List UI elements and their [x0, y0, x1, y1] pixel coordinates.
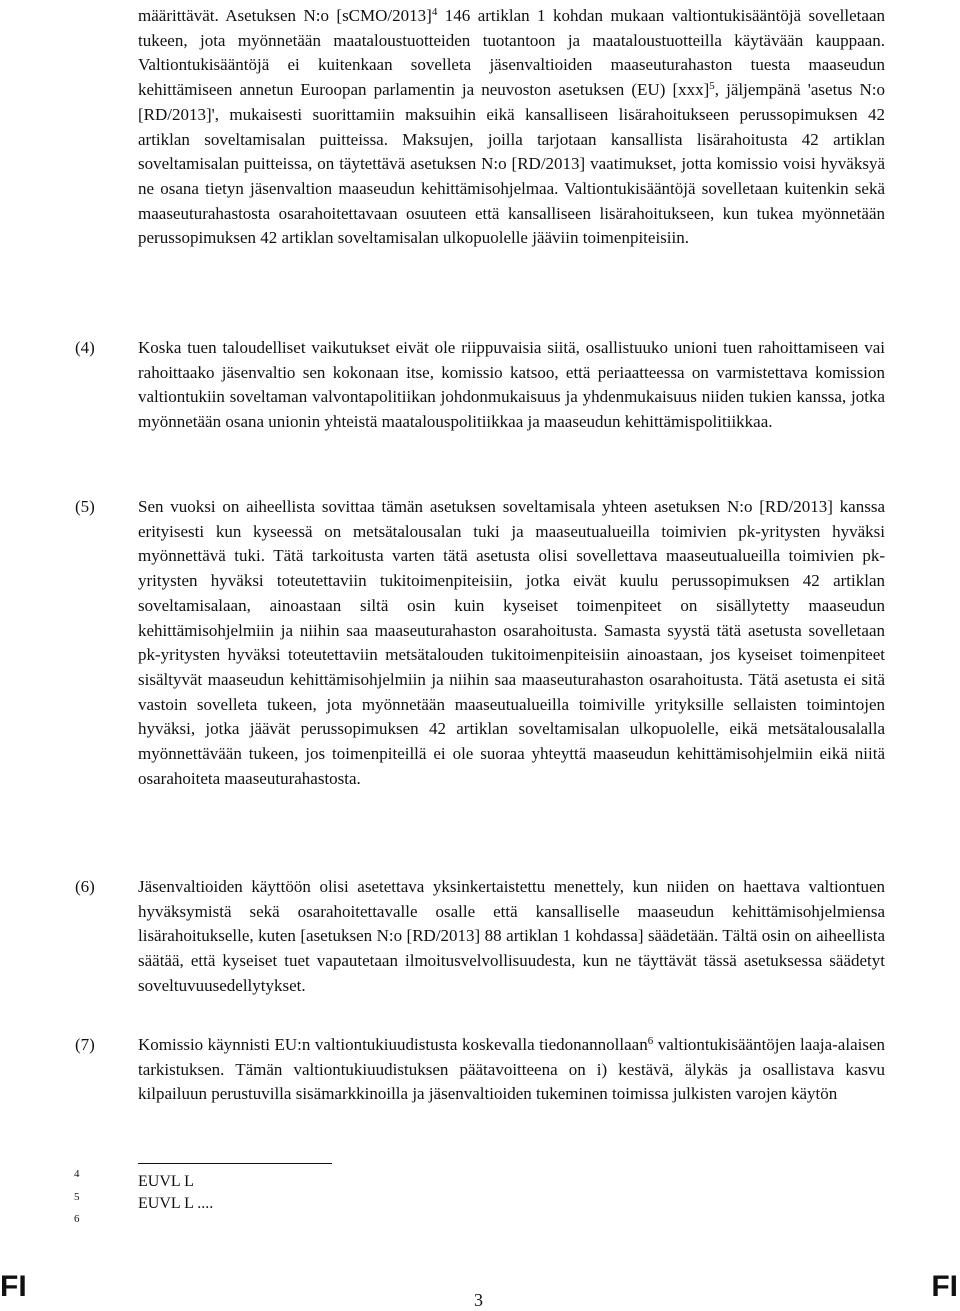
- intro-text-part-3: , jäljempänä 'asetus N:o [RD/2013]', mukaisesti suorittamiin maksuihin eikä kansalliseen lisärahoitukseen perussopimuksen 42 artiklan soveltamisalan puitteissa. Maksujen, joilla tarjotaan kansallista lisärahoitusta 42 artiklan soveltamisalan puitteissa, on täytettävä asetuksen N:o [RD/2013] vaatimukset, jotta komissio voisi hyväksyä ne osana tietyn jäsenvaltion maaseudun kehittämisohjelmaa. Valtiontukisääntöjä sovelletaan kuitenkin sekä maaseuturahastosta osarahoitettavaan osuuteen että kansalliseen lisärahoitukseen, kun tukea myönnetään perussopimuksen 42 artiklan soveltamisalan ulkopuolelle jääviin toimenpiteisiin.: [138, 80, 886, 248]
- footnote-text-4: EUVL L: [138, 1173, 194, 1190]
- paragraph-7-text-part-2: valtiontukisääntöjen laaja-alaisen tarkistuksen. Tämän valtiontukiuudistuksen päätavoitteena on i) kestävä, älykäs ja osallistava kasvu kilpailuun perustuvilla sisämarkkinoilla ja jäsenvaltioiden tukeminen toimissa julkisten varojen käytön: [138, 1035, 885, 1104]
- footnote-separator: [138, 1163, 332, 1164]
- paragraph-number-7: (7): [75, 1035, 95, 1054]
- paragraph-6: [138, 875, 885, 999]
- paragraph-4-text: Koska tuen taloudelliset vaikutukset eivät ole riippuvaisia siitä, osallistuuko unioni tuen rahoittamiseen vai rahoittaako jäsenvaltio sen kokonaan itse, komissio katsoo, että periaatteessa on varmistettava komission valtiontukiin soveltaman valvontapolitiikan johdonmukaisuus ja yhdenmukaisuus niiden tukien kanssa, jotka myönnetään osana unionin yhteistä maatalouspolitiikkaa ja maaseudun kehittämispolitiikkaa.: [138, 338, 885, 432]
- footnote-ref-5[interactable]: 5: [709, 80, 715, 93]
- page-number: 3: [474, 1290, 483, 1310]
- paragraph-5-text: Sen vuoksi on aiheellista sovittaa tämän asetuksen soveltamisala yhteen asetuksen N:o [RD/2013] kanssa erityisesti kun kyseessä on metsätalousalan tuki ja maaseutualueilla toimivien pk-yritysten hyväksi myönnettävä tuki. Tätä tarkoitusta varten tätä asetusta olisi sovellettava maaseutualueilla toimivien pk-yritysten hyväksi toteutettaviin tukitoimenpiteisiin, jotka eivät kuulu perussopimuksen 42 artiklan soveltamisalaan, ainoastaan siltä osin kuin kyseiset toimenpiteet on sisällytetty maaseudun kehittämisohjelmiin ja niihin saa maaseuturahaston osarahoitusta. Samasta syystä tätä asetusta sovelletaan pk-yritysten hyväksi toteutettaviin metsätalouden tukitoimenpiteisiin ainoastaan, jos kyseiset toimenpiteet sisältyvät maaseudun kehittämisohjelmiin ja niihin saa maaseuturahaston osarahoitusta. Tätä asetusta ei sitä vastoin sovelleta tukeen, jota myönnetään maaseutualueilla toimiville yrityksille sellaisten toimintojen hyväksi, jotka jäävät perussopimuksen 42 artiklan soveltamisalan ulkopuolelle, eikä metsätalousalalla myönnettävään tukeen, jos toimenpiteillä ei ole suoraa yhteyttä maaseudun kehittämisohjelmiin eikä niitä osarahoiteta maaseuturahastosta.: [138, 497, 885, 788]
- paragraph-intro: [138, 4, 885, 251]
- paragraph-number-5: (5): [75, 497, 95, 516]
- paragraph-7-text: [138, 1033, 885, 1107]
- paragraph-intro-text: [138, 4, 885, 251]
- footnote-text-5: EUVL L ....: [138, 1195, 214, 1212]
- paragraph-7-text-part-1: Komissio käynnisti EU:n valtiontukiuudistusta koskevalla tiedonannollaan: [138, 1035, 648, 1054]
- paragraph-5: [138, 495, 885, 791]
- intro-text-part-2: 146 artiklan 1 kohdan mukaan valtiontukisääntöjä sovelletaan tukeen, jota myönnetään maataloustuotteiden tuotantoon ja maataloustuotteilla käytävään kauppaan. Valtiontukisääntöjä ei kuitenkaan sovelleta jäsenvaltioiden maaseuturahaston tuesta maaseudun kehittämiseen annetun Euroopan parlamentin ja neuvoston asetuksen (EU) [xxx]: [138, 6, 885, 100]
- footnote-number-6: 6: [74, 1213, 80, 1225]
- footnote-ref-6[interactable]: 6: [647, 1035, 654, 1047]
- footnote-ref-4[interactable]: 4: [431, 6, 438, 18]
- footnote-number-5: 5: [74, 1191, 80, 1203]
- language-code-left: FI: [0, 1270, 27, 1303]
- paragraph-number-6: (6): [75, 877, 95, 896]
- paragraph-number-4: (4): [75, 338, 95, 357]
- paragraph-6-text: Jäsenvaltioiden käyttöön olisi asetettava yksinkertaistettu menettely, kun niiden on haettava valtiontuen hyväksymistä sekä osarahoitettavalle osalle että kansalliselle maaseudun kehittämisohjelmiensa lisärahoitukselle, kuten [asetuksen N:o [RD/2013] 88 artiklan 1 kohdassa] säädetään. Tältä osin on aiheellista säätää, että kyseiset tuet vapautetaan ilmoitusvelvollisuudesta, kun ne täyttävät tässä asetuksessa säädetyt soveltuvuusedellytykset.: [138, 877, 885, 995]
- paragraph-4: [138, 336, 885, 435]
- footnote-number-4: 4: [74, 1168, 80, 1180]
- language-code-right: FI: [931, 1270, 958, 1303]
- paragraph-7: [138, 1033, 885, 1107]
- intro-text-part-1: määrittävät. Asetuksen N:o [sCMO/2013]: [138, 6, 432, 25]
